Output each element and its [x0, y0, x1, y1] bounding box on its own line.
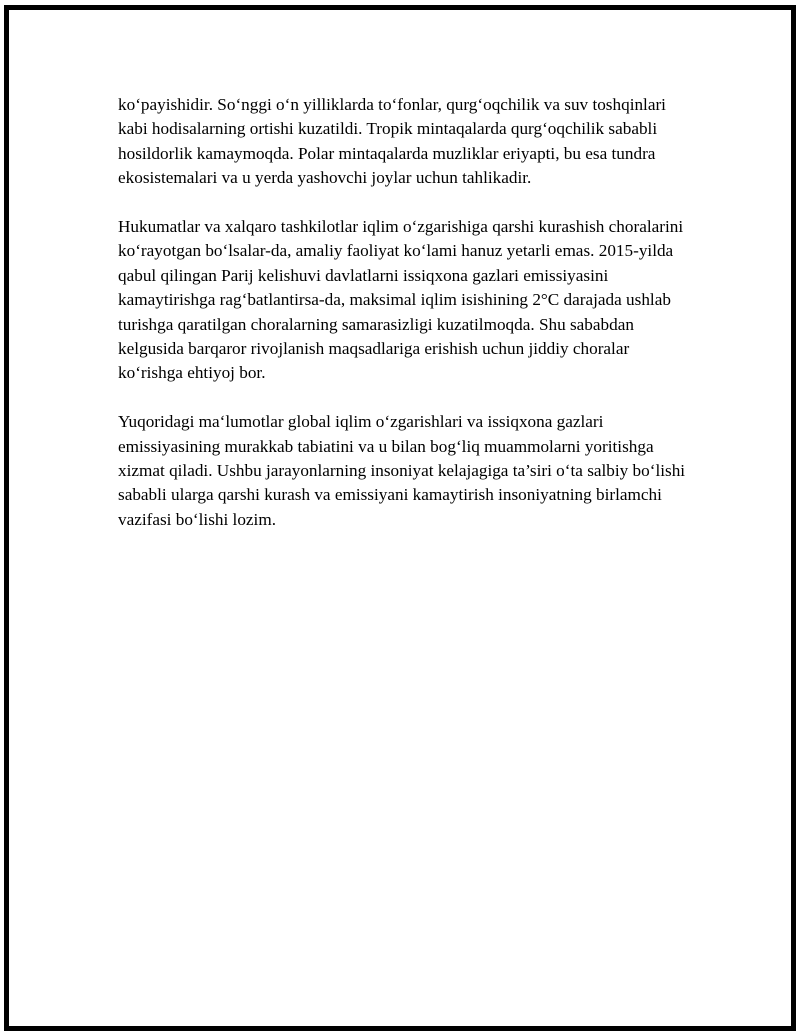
paragraph-1: ko‘payishidir. So‘nggi o‘n yilliklarda to‘fonlar, qurg‘oqchilik va suv toshqinlari kabi hodisalarning ortishi kuzatildi. Tropik mintaqalarda qurg‘oqchilik sababli hosildorlik kamaymoqda. Polar mintaqalarda muzliklar eriyapti, bu esa tundra ekosistemalari va u yerda yashovchi joylar uchun tahlikadir. — [118, 95, 666, 188]
paragraph-2: Hukumatlar va xalqaro tashkilotlar iqlim o‘zgarishiga qarshi kurashish choralarini ko‘rayotgan bo‘lsalar-da, amaliy faoliyat ko‘lami hanuz yetarli emas. 2015-yilda qabul qilingan Parij kelishuvi davlatlarni issiqxona gazlari emissiyasini kamaytirishga rag‘batlantirsa-da, maksimal iqlim isishining 2°C darajada ushlab turishga qaratilgan choralarning samarasizligi kuzatilmoqda. Shu sababdan kelgusida barqaror rivojlanish maqsadlariga erishish uchun jiddiy choralar ko‘rishga ehtiyoj bor. — [118, 217, 684, 383]
document-body — [118, 93, 693, 557]
paragraph-3: Yuqoridagi ma‘lumotlar global iqlim o‘zgarishlari va issiqxona gazlari emissiyasining murakkab tabiatini va u bilan bog‘liq muammolarni yoritishga xizmat qiladi. Ushbu jarayonlarning insoniyat kelajagiga ta’siri o‘ta salbiy bo‘lishi sababli ularga qarshi kurash va emissiyani kamaytirish insoniyatning birlamchi vazifasi bo‘lishi lozim. — [118, 412, 686, 529]
